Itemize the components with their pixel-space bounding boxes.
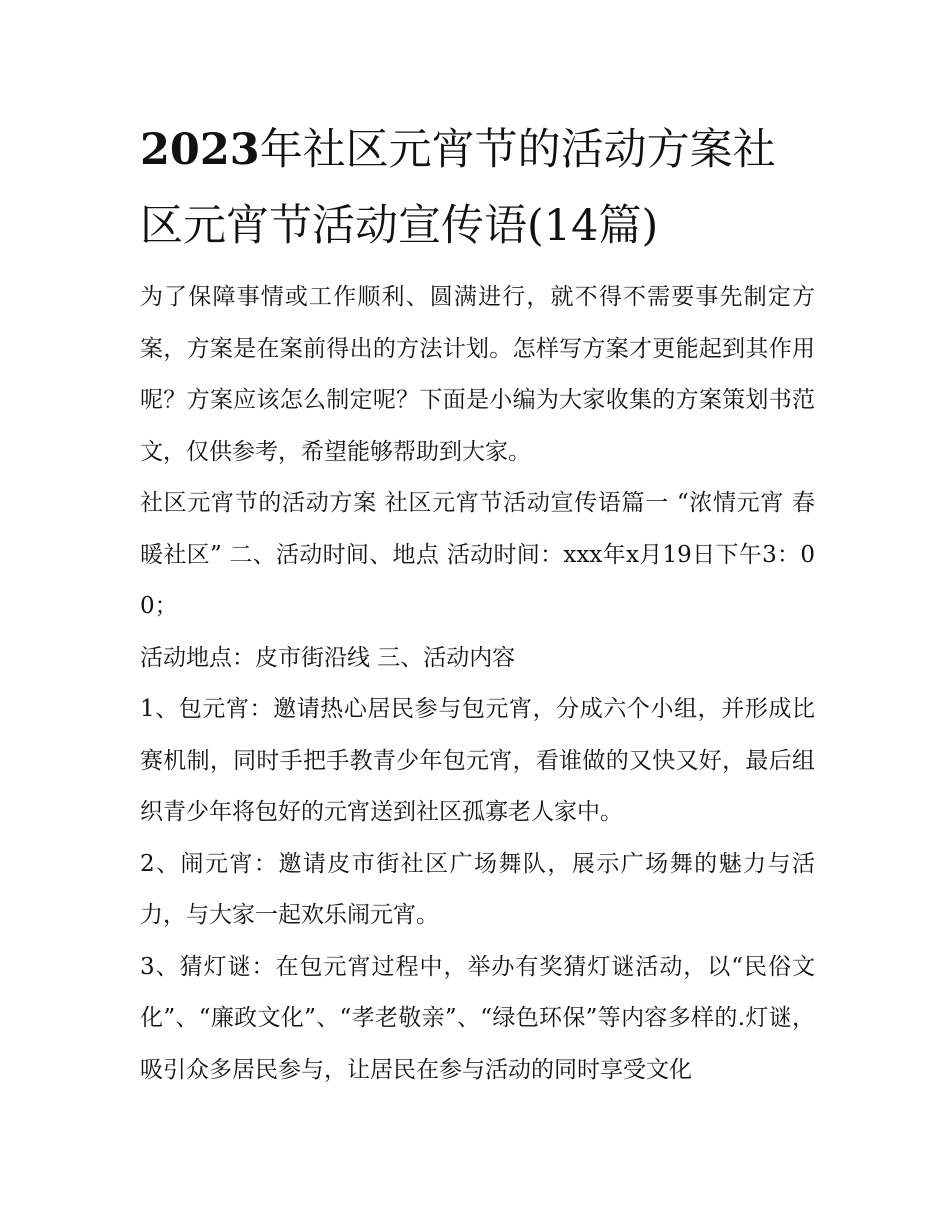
paragraph-item-3: 3、猜灯谜：在包元宵过程中，举办有奖猜灯谜活动，以“民俗文化”、“廉政文化”、“孝老敬亲”、“绿色环保”等内容多样的.灯谜，吸引众多居民参与，让居民在参与活动的同时享受文化 (140, 953, 815, 1083)
document-content (140, 112, 815, 1096)
paragraph-event-time: 社区元宵节的活动方案 社区元宵节活动宣传语篇一 “浓情元宵 春暖社区” 二、活动时间、地点 活动时间：xxx年x月19日下午3：00； (140, 490, 815, 619)
title-text: 年社区元宵节的活动方案社区元宵节活动宣传语(14篇) (140, 125, 776, 251)
paragraph-item-1: 1、包元宵：邀请热心居民参与包元宵，分成六个小组，并形成比赛机制，同时手把手教青少年包元宵，看谁做的又快又好，最后组织青少年将包好的元宵送到社区孤寡老人家中。 (140, 696, 815, 825)
title-year: 2023 (140, 125, 260, 175)
document-body (140, 272, 815, 1096)
document-title (140, 112, 815, 264)
paragraph-item-2: 2、闹元宵：邀请皮市街社区广场舞队，展示广场舞的魅力与活力，与大家一起欢乐闹元宵。 (140, 850, 815, 928)
paragraph-event-location: 活动地点：皮市街沿线 三、活动内容 (140, 644, 516, 671)
paragraph-intro: 为了保障事情或工作顺利、圆满进行，就不得不需要事先制定方案，方案是在案前得出的方法计划。怎样写方案才更能起到其作用呢？方案应该怎么制定呢？下面是小编为大家收集的方案策划书范文，仅供参考，希望能够帮助到大家。 (140, 284, 815, 465)
